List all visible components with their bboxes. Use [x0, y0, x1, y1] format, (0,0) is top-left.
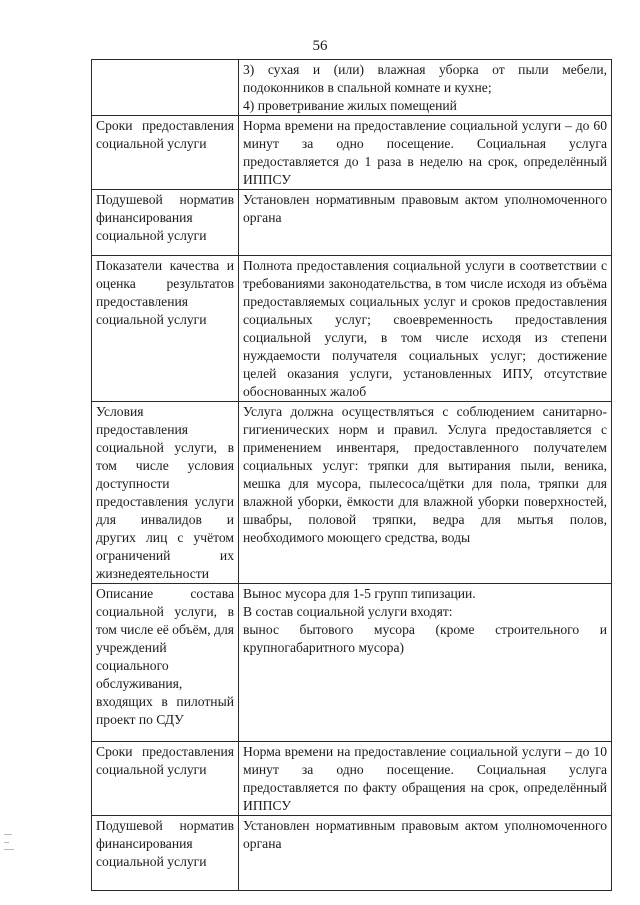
row-value: [239, 742, 612, 816]
scan-artifact: [4, 849, 14, 850]
table-row: [92, 584, 612, 742]
scan-artifact: [4, 842, 9, 843]
table-row: [92, 116, 612, 190]
row-label: Описание состава социальной услуги, в том числе её объём, для учреждений социального обслуживания, входящих в пилотный проект по СДУ: [92, 584, 239, 742]
value-line: 4) проветривание жилых помещений: [243, 98, 457, 113]
table-row: [92, 190, 612, 256]
scan-artifact: [4, 834, 12, 835]
row-value: [239, 402, 612, 584]
value-line: 3) сухая и (или) влажная уборка от пыли мебели, подоконников в спальной комнате и кухне;: [243, 62, 607, 95]
services-table: [91, 59, 612, 891]
row-value: [239, 190, 612, 256]
row-label: [92, 60, 239, 116]
table-row: [92, 60, 612, 116]
row-value: [239, 60, 612, 116]
value-line: Услуга должна осуществляться с соблюдением санитарно-гигиенических норм и правил. Услуга предоставляется с применением инвентаря, предоставленного получателем социальных услуг: тряпки для вытирания пыли, веника, мешка для мусора, пылесоса/щётки для пола, тряпки для влажной уборки, ёмкости для влажной уборки поверхностей, швабры, половой тряпки, ведра для мытья полов, необходимого моющего средства, воды: [243, 404, 607, 545]
row-value: [239, 816, 612, 891]
value-line: Полнота предоставления социальной услуги в соответствии с требованиями законодательства, в том числе исходя из объёма предоставляемых социальных услуг и сроков предоставления социальных услуг; своевременность предоставления социальной услуги, в том числе исходя из степени нуждаемости получателя социальных услуг; достижение целей оказания услуги, установленных ИПУ, отсутствие обоснованных жалоб: [243, 258, 607, 399]
table-row: [92, 742, 612, 816]
row-label: Сроки предоставления социальной услуги: [92, 742, 239, 816]
row-value: [239, 256, 612, 402]
value-line: Норма времени на предоставление социальной услуги – до 10 минут за одно посещение. Социальная услуга предоставляется по факту обращения на срок, определённый ИППСУ: [243, 744, 607, 813]
table-row: [92, 256, 612, 402]
row-label: Подушевой норматив финансирования социальной услуги: [92, 816, 239, 891]
row-label: Подушевой норматив финансирования социальной услуги: [92, 190, 239, 256]
table-row: [92, 816, 612, 891]
page-number: 56: [312, 38, 328, 54]
value-line: В состав социальной услуги входят:: [243, 604, 453, 619]
row-label: Сроки предоставления социальной услуги: [92, 116, 239, 190]
row-label: Условия предоставления социальной услуги, в том числе условия доступности предоставления услуги для инвалидов и других лиц с учётом ограничений их жизнедеятельности: [92, 402, 239, 584]
value-line: Норма времени на предоставление социальной услуги – до 60 минут за одно посещение. Социальная услуга предоставляется до 1 раза в неделю на срок, определённый ИППСУ: [243, 118, 607, 187]
table-row: [92, 402, 612, 584]
value-line: Установлен нормативным правовым актом уполномоченного органа: [243, 192, 607, 225]
row-value: [239, 584, 612, 742]
row-value: [239, 116, 612, 190]
value-line: Вынос мусора для 1-5 групп типизации.: [243, 586, 476, 601]
value-line: Установлен нормативным правовым актом уполномоченного органа: [243, 818, 607, 851]
value-line: вынос бытового мусора (кроме строительного и крупногабаритного мусора): [243, 622, 607, 655]
row-label: Показатели качества и оценка результатов предоставления социальной услуги: [92, 256, 239, 402]
